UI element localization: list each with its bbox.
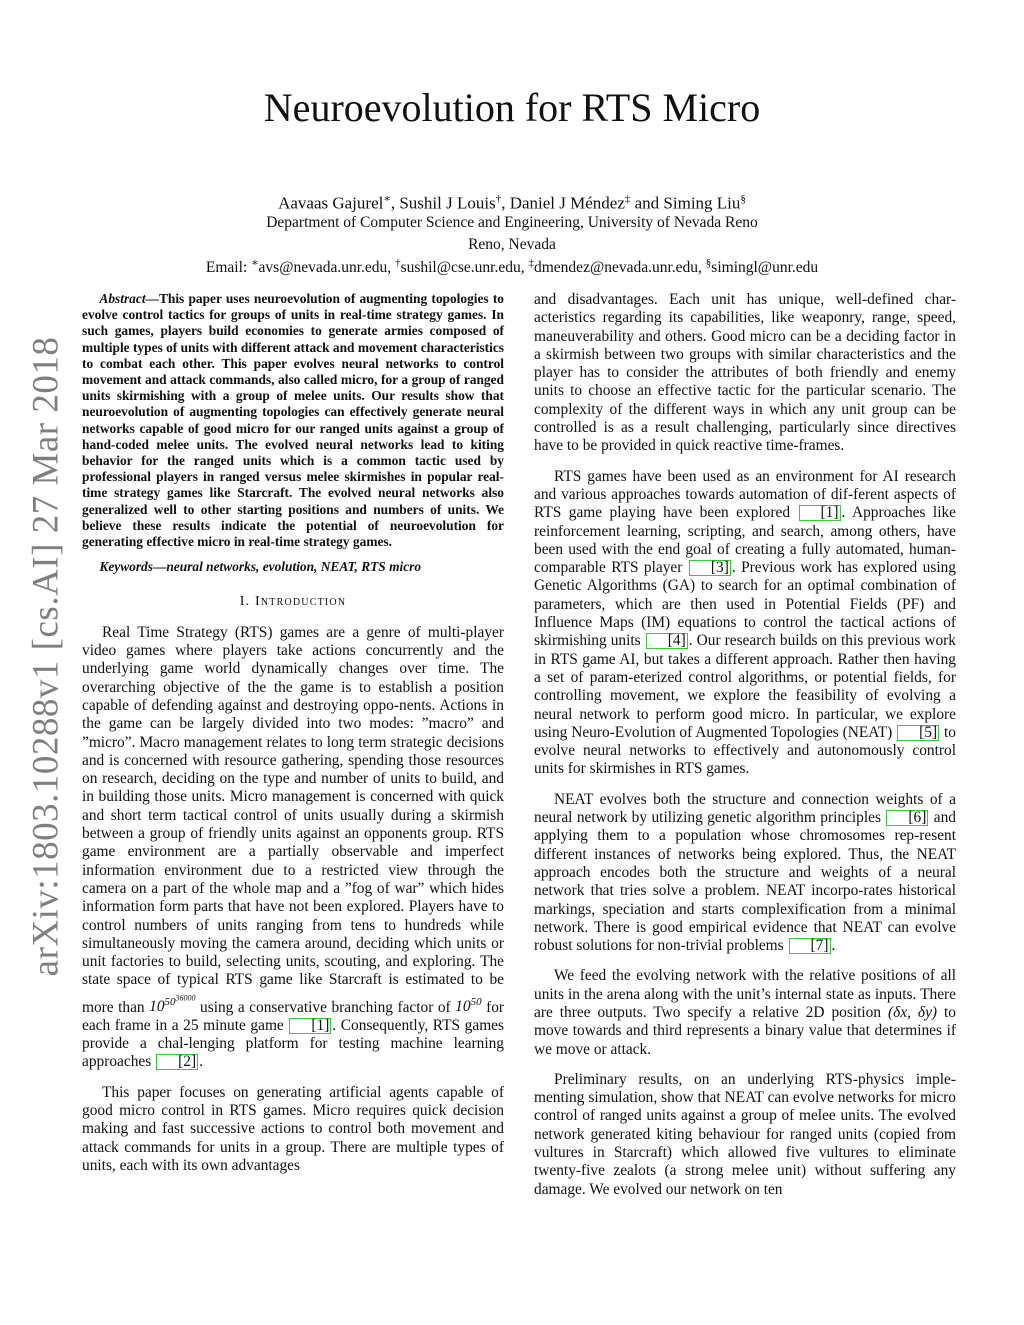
email-mark: § — [705, 257, 712, 269]
abstract-label: Abstract — [99, 291, 146, 306]
keywords: Keywords—neural networks, evolution, NEAT, RTS micro — [99, 559, 422, 575]
abstract-text: —This paper uses neuroevolution of augmenting topologies to evolve control tactics for groups of units in real-time strategy games. In such games, players build economies to generate armies composed of multiple types of units with different attack and movement characteristics to combat each other. This paper evolves neural networks to control movement and attack commands, also called micro, for a group of ranged units skirmishing with a group of melee units. Our results show that neuroevolution of augmenting topologies can effectively generate neural networks capable of good micro for our ranged units against a group of hand-coded melee units. The evolved neural networks lead to kiting behavior for the ranged units which is a common tactic used by professional players in ranged versus melee skirmishes in popular real-time strategy games like Starcraft. The evolved neural networks also generalized well to other starting positions and numbers of units. We believe these results indicate the potential of neuroevolution for generating effective micro in real-time strategy games. — [82, 291, 504, 550]
email-mark: ∗ — [251, 257, 259, 269]
text-run: for each frame in a 25 minute game — [82, 998, 505, 1034]
email-address: simingl@unr.edu — [711, 259, 819, 277]
text-run: . — [831, 937, 836, 955]
text-run: to move towards and third represents a binary value that determines if we move or attack. — [534, 1003, 956, 1058]
math-expression — [149, 993, 196, 1016]
author-conjunction: and — [634, 193, 660, 213]
paper-title: Neuroevolution for RTS Micro — [263, 85, 761, 130]
text-run: NEAT evolves both the structure and connection weights of a neural network by utilizing genetic algorithm principles — [534, 790, 956, 827]
citation-link[interactable]: [3] — [689, 560, 731, 576]
left-column — [82, 291, 504, 1187]
text-run: using a conservative branching factor of — [200, 998, 451, 1016]
text-run: . Approaches like reinforcement learning, scripting, and search, among others, have been used with the end goal of creating a fully automated, human-comparable RTS player — [534, 504, 956, 577]
arxiv-stamp — [25, 336, 67, 976]
paragraph: Preliminary results, on an underlying RTS-physics imple-menting simulation, show that NEAT can evolve networks for micro control of ranged units against a group of melee units. The evolved network generated kiting behaviour for ranged units (copied from vultures in Starcraft) which allowed five vultures to eliminate twenty-five zealots (a strong melee unit) without suffering any damage. We evolved our network on ten — [534, 1070, 956, 1198]
citation-number: 7 — [815, 937, 824, 955]
section-heading — [82, 593, 504, 611]
citation-number: 1 — [316, 1016, 325, 1034]
citation-link[interactable]: [1] — [799, 505, 841, 521]
author-mark: ‡ — [624, 193, 631, 205]
author-mark: ∗ — [383, 193, 391, 205]
author-name: Siming Liu — [663, 193, 741, 213]
author-name: Aavaas Gajurel — [278, 193, 384, 213]
email-mark: ‡ — [528, 257, 534, 269]
text-run: RTS games have been used as an environment for AI research and various approaches towards automation of dif-ferent aspects of RTS game playing have been explored — [534, 467, 956, 522]
author-list: Aavaas Gajurel∗, Sushil J Louis†, Daniel J Méndez‡ and Siming Liu§ — [278, 193, 746, 213]
math-exponent — [164, 993, 196, 1009]
section-number: I. — [239, 594, 251, 610]
math-exp: 50 — [164, 996, 176, 1009]
math-exp-nested: 36000 — [175, 993, 196, 1003]
author-mark: § — [740, 193, 746, 205]
abstract — [82, 291, 504, 550]
email-line — [0, 256, 1024, 277]
citation-number: 6 — [913, 809, 922, 827]
section-name: Introduction — [254, 594, 347, 610]
text-run: . Our research builds on this previous work in RTS game AI, but takes a different approach. Rather then having a set of param-eterized control algorithms, or potential fields, for controlling movement, we explore the feasibility of evolving a neural network to perform good micro. In particular, we explore using Neuro-Evolution of Augmented Topologies (NEAT) — [534, 632, 956, 741]
citation-number: 4 — [672, 632, 681, 650]
text-run: to evolve neural networks to effectively and autonomously control units for skirmishes in RTS games. — [534, 723, 956, 778]
paragraph: This paper focuses on generating artificial agents capable of good micro control in RTS games. Micro requires quick decision making and fast successive actions to control both movement and attack commands for units in a group. There are multiple types of units, each with its own advantages — [82, 1083, 504, 1174]
citation-link[interactable]: [2] — [156, 1054, 198, 1070]
affiliation-location: Reno, Nevada — [468, 236, 556, 253]
text-run: . Consequently, RTS games provide a chal-lenging platform for testing machine learning approaches — [82, 1016, 504, 1071]
paragraph — [534, 468, 956, 779]
author-name: Daniel J Méndez — [509, 193, 625, 213]
math-base: 10 — [149, 998, 165, 1016]
paragraph — [534, 791, 956, 956]
author-mark: † — [495, 193, 502, 205]
citation-number: 2 — [183, 1053, 191, 1071]
math-base: 10 — [455, 998, 471, 1016]
citation-link[interactable]: [1] — [289, 1018, 331, 1034]
email-label: Email: — [205, 259, 248, 277]
email-address: dmendez@nevada.unr.edu, — [534, 259, 702, 277]
right-column — [534, 291, 956, 1211]
math-exponent: 50 — [470, 996, 482, 1009]
affiliation-department: Department of Computer Science and Engineering, University of Nevada Reno — [266, 214, 758, 231]
text-run: Real Time Strategy (RTS) games are a genre of multi-player video games where players take actions concurrently and the underlying game world dynamically changes over time. The overarching objective of the the game is to establish a position capable of defending against and destroying oppo-nents. Actions in the game can be largely divided into two modes: ”macro” and ”micro”. Macro management relates to long term strategic decisions and is concerned with resource gathering, spending those resources on research, deciding on the type and number of units to build, and in building those units. Micro management is concerned with quick and short term tactical control of units usually during a skirmish between a group of friendly units against an opponents group. RTS game environment are a partially observable and imperfect information environment due to a restricted view through the camera on a part of the whole map and a ”fog of war” which hides information form parts that have not been explored. Players have to control numbers of units ranging from tens to hundreds while simultaneously moving the camera around, deciding which units or unit factories to build, selecting units, scouting, and exploring. The state space of typical RTS game like Starcraft is estimated to be more than — [82, 623, 504, 1016]
citation-link[interactable]: [4] — [646, 633, 688, 649]
citation-number: 1 — [825, 504, 834, 522]
math-expression: (δx, δy) — [888, 1003, 938, 1021]
citation-number: 3 — [715, 559, 724, 577]
email-address: avs@nevada.unr.edu, — [258, 259, 392, 277]
math-expression — [455, 998, 481, 1015]
citation-link[interactable]: [6] — [886, 810, 928, 826]
arxiv-stamp-text: arXiv:1803.10288v1 [cs.AI] 27 Mar 2018 — [25, 336, 67, 976]
paragraph — [534, 967, 956, 1058]
email-mark: † — [395, 257, 401, 269]
text-run: We feed the evolving network with the relative positions of all units in the arena along with the unit’s internal state as inputs. There are three outputs. Two specify a relative 2D position — [534, 967, 956, 1021]
citation-link[interactable]: [7] — [789, 938, 831, 954]
text-run: and applying them to a population whose chromosomes rep-resent different instances of networks being explored. Thus, the NEAT approach encodes both the structure and weights of a neural network that tries solve a problem. NEAT incorpo-rates historical markings, speciation and starts complexification from a minimal network. There is good empirical evidence that NEAT can evolve robust solutions for non-trivial problems — [534, 809, 956, 955]
paragraph — [82, 624, 504, 1072]
text-run: . Previous work has explored using Genetic Algorithms (GA) to search for an optimal combination of parameters, which are then used in Potential Fields (PF) and Influence Maps (IM) equations to control the tactical actions of skirmishing units — [534, 559, 957, 650]
author-name: Sushil J Louis — [399, 193, 496, 213]
citation-link[interactable]: [5] — [897, 725, 939, 741]
paragraph: and disadvantages. Each unit has unique, well-defined char-acteristics regarding its capabilities, like weaponry, range, speed, maneuverability and others. Good micro can be a deciding factor in a skirmish between two groups with similar characteristics and the player has to consider the attributes of both friendly and enemy units to choose an effective tactic for the particular scenario. The complexity of the different ways in which any unit group can be controlled is as a result challenging, particularly since directives have to be provided in quick reactive time-frames. — [534, 291, 956, 455]
email-address: sushil@cse.unr.edu, — [400, 259, 525, 277]
citation-number: 5 — [924, 723, 932, 741]
text-run: . — [199, 1053, 203, 1071]
